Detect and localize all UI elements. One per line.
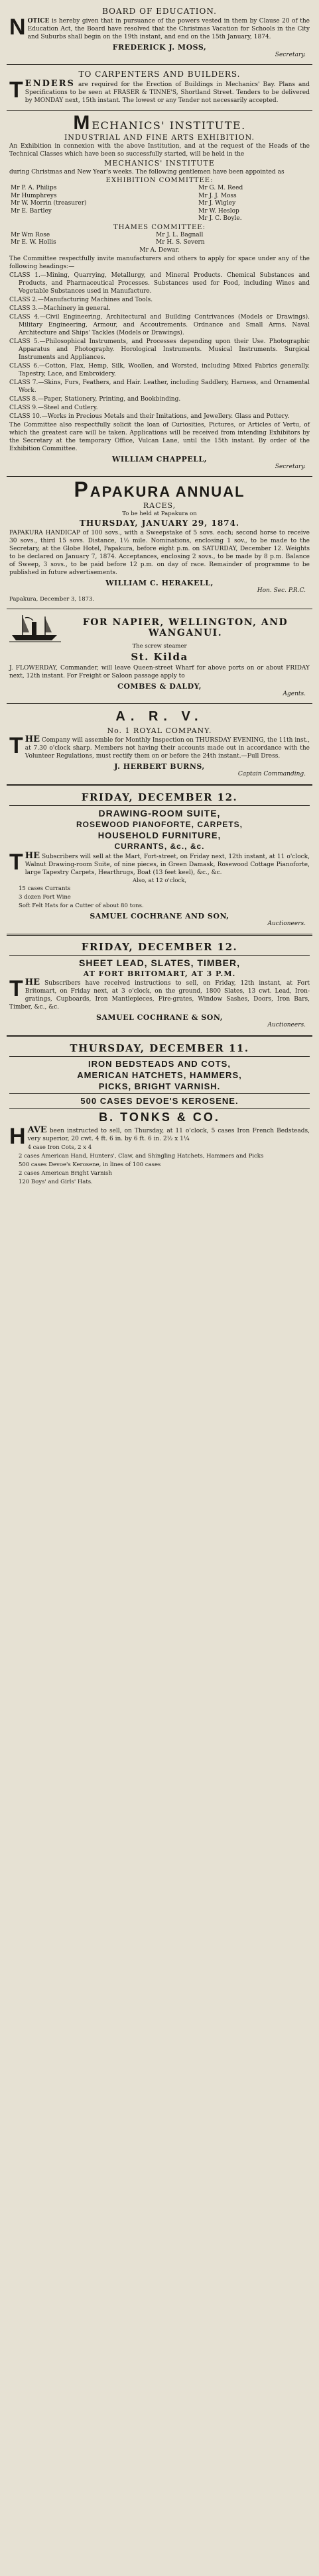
lead-word: AVE [27, 1125, 47, 1135]
divider [9, 1056, 310, 1057]
auction-date: FRIDAY, DECEMBER 12. [81, 791, 238, 803]
newspaper-column [7, 0, 312, 1189]
table-row [9, 200, 310, 208]
signature: SAMUEL COCHRANE & SON, [96, 1013, 223, 1022]
member: Mr A. Dewar. [139, 246, 180, 254]
mechanics-institute-notice [7, 113, 312, 474]
dropcap: T [9, 976, 23, 1001]
auction-text: Subscribers will sell at the Mart, Fort-street, on Friday next, 12th instant, at 11 o'clock, Walnut Drawing-room Suite, of nine pieces, in Green Damask, Rosewood Cottage Pianoforte, large Tapestry Carpets, Hearthrugs, Boat (13 feet keel), &c., &c. [25, 854, 310, 876]
lot-line: 500 CASES DEVOE'S KEROSENE. [80, 1096, 239, 1106]
lead-word: OTICE [27, 18, 50, 25]
dropcap: T [9, 850, 23, 875]
table-row [9, 247, 310, 255]
firm-name: B. TONKS & CO. [99, 1111, 220, 1124]
auction-date: FRIDAY, DECEMBER 12. [81, 941, 238, 953]
list-item: CLASS 1.—Mining, Quarrying, Metallurgy, and Mineral Products. Chemical Substances and Products, and Pharmaceutical Processes. Substances used for Food, including Wines and Vegetable Substances used in Manufacture. [9, 272, 310, 295]
table-row [9, 185, 310, 193]
lot-line: AMERICAN HATCHETS, HAMMERS, [77, 1070, 242, 1080]
member: Mr E. W. Hollis [11, 239, 56, 246]
dropcap: T [9, 733, 23, 758]
list-item: 4 case Iron Cots, 2 x 4 [27, 1144, 92, 1151]
member: Mr H. S. Severn [156, 239, 205, 246]
divider [7, 110, 312, 111]
auction-location: AT FORT BRITOMART, AT 3 P.M. [83, 969, 236, 978]
lot-line: PICKS, BRIGHT VARNISH. [98, 1081, 221, 1091]
company-name: No. 1 ROYAL COMPANY. [107, 726, 212, 735]
notice-title: A. R. V. [115, 709, 204, 724]
agents: COMBES & DALDY, [117, 682, 202, 691]
auction-text: Subscribers have received instructions to sell, on Friday, 12th instant, at Fort Britomart, on Friday next, at 3 o'clock, on the ground, 1800 Slates, 13 cwt. Lead, Iron-gratings, Cupboards, Iron Mantlepieces, Fire-grates, Window Sashes, Doors, Iron Bars, Timber, &c., &c. [9, 980, 310, 1011]
member: Mr J. C. Boyle. [198, 215, 242, 222]
list-item: 2 cases American Hand, Hunters', Claw, and Shingling Hatchets, Hammers and Picks [19, 1153, 264, 1160]
classes-intro: The Committee respectfully invite manufacturers and others to apply for space under any of the following headings:— [9, 256, 310, 270]
lead-word: ENDERS [25, 79, 75, 89]
divider [7, 476, 312, 477]
intro-text-2: during Christmas and New Year's weeks. The following gentlemen have been appointed as [9, 169, 285, 175]
notice-text: Company will assemble for Monthly Inspection on THURSDAY EVENING, the 11th inst., at 7.30 o'clock sharp. Members not having their accounts made out in accordance with the Volunteer Regulations, must rectify them on or before the 24th instant.—Full Dress. [25, 737, 310, 760]
lead-word: HE [25, 734, 40, 744]
list-item: CLASS 3.—Machinery in general. [9, 305, 111, 312]
list-item: CLASS 7.—Skins, Furs, Feathers, and Hair. Leather, including Saddlery, Harness, and Ornamental Work. [9, 379, 310, 394]
lot-line: ROSEWOOD PIANOFORTE, CARPETS, [76, 820, 243, 829]
ship-name: St. Kilda [131, 651, 188, 663]
lot-line: CURRANTS, &c., &c. [114, 842, 205, 851]
intro-text: An Exhibition in connexion with the above Institution, and at the request of the Heads of the Technical Classes which have been so successfully started, will be held in the [9, 143, 310, 158]
iron-bedsteads-auction [7, 1040, 312, 1189]
member: Mr G. M. Reed [198, 185, 243, 191]
member: Mr J. L. Bagnall [156, 231, 204, 238]
divider [9, 1108, 310, 1109]
dropcap: H [9, 1124, 26, 1149]
divider [9, 1093, 310, 1094]
divider [7, 703, 312, 704]
member: Mr W. Morrin (treasurer) [11, 200, 87, 207]
steamer-heading [9, 613, 310, 643]
member: Mr Wm Rose [11, 231, 50, 238]
divider [7, 784, 312, 786]
auction-date: THURSDAY, DECEMBER 11. [70, 1042, 249, 1054]
list-item: CLASS 6.—Cotton, Flax, Hemp, Silk, Woollen, and Worsted, including Mixed Fabrics generally. Tapestry, Lace, and Embroidery. [9, 363, 310, 377]
steamship-icon [9, 613, 61, 643]
notice-body [9, 17, 310, 41]
hall-name: MECHANICS' INSTITUTE [104, 159, 215, 168]
table-row [9, 239, 310, 247]
divider [9, 955, 310, 956]
notice-title: ECHANICS' INSTITUTE. [92, 119, 246, 132]
dropcap: M [73, 112, 90, 134]
member: Mr Humphreys [11, 192, 57, 199]
sheet-lead-auction [7, 938, 312, 1032]
signature-title: Secretary. [275, 52, 306, 58]
auction-body [9, 852, 310, 877]
committee-heading: EXHIBITION COMMITTEE: [105, 177, 214, 184]
thames-heading: THAMES COMMITTEE: [113, 223, 206, 231]
divider [7, 1035, 312, 1037]
member: Mr J. Wigley [198, 200, 236, 207]
dropcap: P [74, 477, 88, 501]
list-item: Soft Felt Hats for a Cutter of about 80 tons. [19, 903, 144, 909]
list-item: 120 Boys' and Girls' Hats. [19, 1179, 93, 1185]
notice-text: Plans and Specifications to be seen at FRASER & TINNE'S, Shortland Street. Tenders to be delivered by MONDAY next, 15th instant. The lowest or any Tender not necessarily accepted. [25, 81, 310, 104]
divider [9, 805, 310, 806]
notice-title: BOARD OF EDUCATION. [102, 7, 217, 16]
builders-tender-notice [7, 67, 312, 108]
board-of-education-notice [7, 4, 312, 62]
divider [7, 934, 312, 936]
papakura-races-notice [7, 479, 312, 607]
divider [7, 64, 312, 65]
table-row [9, 193, 310, 201]
notice-subtitle: INDUSTRIAL AND FINE ARTS EXHIBITION. [64, 133, 255, 142]
class-list [9, 272, 310, 421]
table-row [9, 215, 310, 223]
table-row [9, 232, 310, 240]
lot-title: SHEET LEAD, SLATES, TIMBER, [79, 958, 240, 968]
dropcap: N [9, 15, 26, 40]
notice-text: is hereby given that in pursuance of the powers vested in them by Clause 20 of the Education Act, the Board have resolved that the Christmas Vacation for Schools in the City and Suburbs shall begin on the 19th instant, and end on the 15th January, 1874. [27, 18, 310, 40]
member: Mr E. Bartley [11, 207, 52, 215]
member: Mr W. Heslop [198, 207, 239, 215]
signature-title: Captain Commanding. [237, 771, 306, 777]
notice-body [9, 733, 310, 760]
list-item: CLASS 2.—Manufacturing Machines and Tools. [9, 297, 153, 303]
notice-title: FOR NAPIER, WELLINGTON, AND WANGANUI. [82, 617, 288, 638]
race-date: THURSDAY, JANUARY 29, 1874. [79, 519, 240, 528]
notice-heading [9, 114, 310, 132]
lot-line: HOUSEHOLD FURNITURE, [97, 830, 222, 840]
agents-title: Agents. [283, 691, 306, 697]
notice-title: TO CARPENTERS AND BUILDERS. [78, 70, 241, 79]
notice-body [9, 77, 310, 105]
member: Mr J. J. Moss [198, 192, 237, 199]
list-item: 15 cases Currants [19, 885, 71, 892]
notice-subtitle: RACES, [143, 501, 176, 510]
dateline: Papakura, December 3, 1873. [9, 596, 95, 603]
signature: WILLIAM CHAPPELL, [111, 455, 208, 464]
member: Mr P. A. Philips [11, 185, 57, 191]
signature-title: Auctioneers. [267, 920, 306, 927]
member [9, 215, 197, 223]
list-item: CLASS 8.—Paper, Stationery, Printing, and Bookbinding. [9, 396, 181, 403]
auction-body [9, 976, 310, 1011]
signature-title: Hon. Sec. P.R.C. [257, 587, 306, 594]
thames-table [9, 232, 310, 255]
lot-line: IRON BEDSTEADS AND COTS, [88, 1059, 231, 1069]
signature: WILLIAM C. HERAKELL, [105, 579, 214, 587]
signature: SAMUEL COCHRANE AND SON, [90, 912, 229, 920]
drawing-room-auction [7, 789, 312, 931]
notice-heading [9, 477, 310, 501]
list-item: 3 dozen Port Wine [19, 894, 71, 901]
notice-lead: are required for the Erection of Buildings in Mechanics' Bay. [74, 81, 276, 88]
committee-table [9, 185, 310, 223]
auction-text: been instructed to sell, on Thursday, at 11 o'clock, 5 cases Iron French Bedsteads, very superior, 20 cwt. 4 ft. 6 in. by 6 ft. 6 in. 2½ x 1¼ [27, 1128, 310, 1142]
list-item: CLASS 10.—Works in Precious Metals and their Imitations, and Jewellery. Glass and Pottery. [9, 413, 290, 420]
signature: FREDERICK J. MOSS, [112, 43, 207, 52]
signature-title: Secretary. [275, 464, 306, 470]
when-text: To be held at Papakura on [122, 511, 197, 517]
also-text: Also, at 12 o'clock, [132, 877, 187, 884]
list-item: CLASS 5.—Philosophical Instruments, and Processes depending upon their Use. Photographic Apparatus and Photography. Horological Instruments. Musical Instruments. Surgical Instruments and Appliances. [9, 338, 310, 361]
signature-title: Auctioneers. [267, 1022, 306, 1028]
steamer-body: J. FLOWERDAY, Commander, will leave Queen-street Wharf for above ports on or about FRIDAY next, 12th instant. For Freight or Saloon passage apply to [9, 665, 310, 679]
notice-title: APAKURA ANNUAL [90, 483, 245, 500]
race-body: PAPAKURA HANDICAP of 100 sovs., with a Sweepstake of 5 sovs. each; second horse to receive 30 sovs., third 15 sovs. Distance, 1½ mile. Nominations, enclosing 1 sov., to be made to the Secretary, at the Globe Hotel, Papakura, before eight p.m. on SATURDAY, December 12. Weights to be declared on January 7, 1874. Acceptances, enclosing 2 sovs., to be made by 8 p.m. Balance of Sweep, 3 sovs., to be paid before 12 p.m. on day of race. Remainder of programme to be published in future advertisements. [9, 530, 310, 576]
closing-text: The Committee also respectfully solicit the loan of Curiosities, Pictures, or Articles of Vertu, of which the greatest care will be taken. Applications will be received from intending Exhibitors by the Secretary at the temporary Office, Vulcan Lane, until the 15th instant. By order of the Exhibition Committee. [9, 422, 310, 452]
list-item: CLASS 9.—Steel and Cutlery. [9, 405, 98, 411]
lot-title: DRAWING-ROOM SUITE, [98, 808, 221, 818]
list-item: 2 cases American Bright Varnish [19, 1170, 112, 1177]
list-item: 500 cases Devoe's Kerosene, in lines of 100 cases [19, 1162, 161, 1168]
table-row [9, 208, 310, 216]
signature: J. HERBERT BURNS, [114, 762, 205, 771]
steamer-notice [7, 611, 312, 701]
lead-word: HE [25, 851, 40, 861]
list-item: CLASS 4.—Civil Engineering, Architectural and Building Contrivances (Models or Drawings). Military Engineering, Armour, and Accoutrements. Ordnance and Small Arms. Naval Architecture and Ships' Tackles (Models or Drawings). [9, 314, 310, 336]
lead-word: HE [25, 977, 40, 987]
steamer-label: The screw steamer [132, 643, 187, 650]
dropcap: T [9, 77, 23, 103]
volunteer-notice [7, 706, 312, 781]
